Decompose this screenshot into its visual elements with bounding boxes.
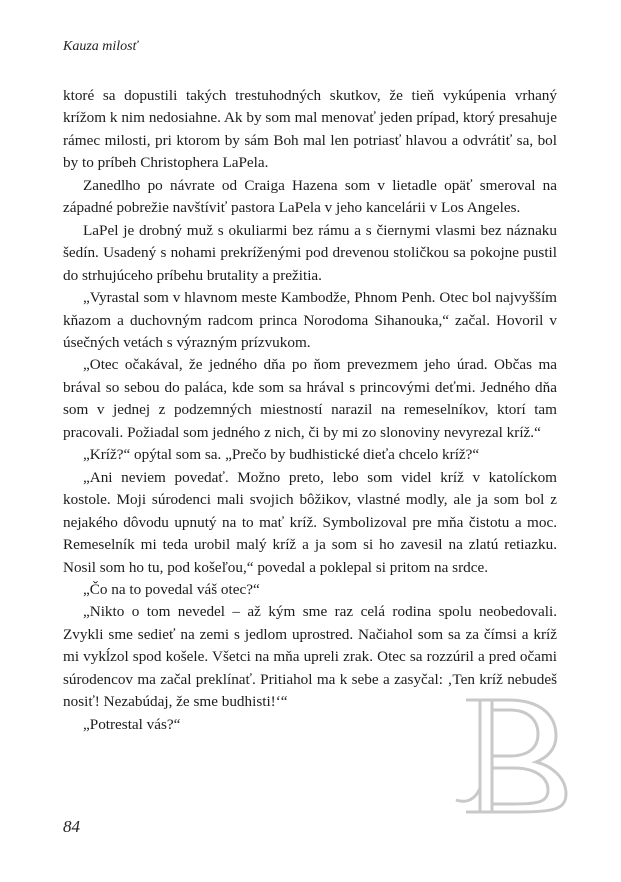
paragraph: „Nikto o tom nevedel – až kým sme raz celá rodina spolu neobedovali. Zvykli sme sedieť na zemi s jedlom uprostred. Načiahol som sa za čímsi a kríž mi vykĺzol spod košele. Všetci na mňa upreli zrak. Otec sa rozzúril a pred očami súrodencov ma začal preklínať. Pritiahol ma k sebe a zasyčal: ‚Ten kríž nebudeš nosiť! Nezabúdaj, že sme budhisti!‘“ [63,603,557,711]
paragraph: „Kríž?“ opýtal som sa. „Prečo by budhistické dieťa chcelo kríž?“ [83,446,480,464]
paragraph: „Ani neviem povedať. Možno preto, lebo som videl kríž v katolíckom kostole. Moji súrodenci mali svojich bôžikov, vlastné modly, ale ja som bol z nejakého dôvodu upnutý na to mať kríž. Symbolizoval pre mňa čistotu a moc. Remeselník mi teda urobil malý kríž a ja som si ho zavesil na zlatú retiazku. Nosil som ho tu, pod košeľou,“ povedal a poklepal si pritom na srdce. [63,468,557,576]
paragraph: „Potrestal vás?“ [83,715,181,733]
paragraph: „Čo na to povedal váš otec?“ [83,580,260,598]
page-number: 84 [63,817,80,836]
paragraph: Zanedlho po návrate od Craiga Hazena som v lietadle opäť smeroval na západné pobrežie navštíviť pastora LaPela v jeho kancelárii v Los Angeles. [63,176,557,217]
running-head: Kauza milosť [63,39,138,54]
watermark-logo-icon [448,692,578,817]
body-text [63,85,557,736]
paragraph: ktoré sa dopustili takých trestuhodných skutkov, že tieň vykúpenia vrhaný krížom k nim nedosiahne. Ak by som mal menovať jeden prípad, ktorý presahuje rámec milosti, pri ktorom by sám Boh mal len potriasť hlavou a odvrátiť sa, bol by to príbeh Christophera LaPela. [63,87,557,172]
paragraph: LaPel je drobný muž s okuliarmi bez rámu a s čiernymi vlasmi bez náznaku šedín. Usadený s nohami prekríženými pod drevenou stoličkou sa pokojne pustil do strhujúceho príbehu brutality a prežitia. [63,221,557,284]
paragraph: „Vyrastal som v hlavnom meste Kambodže, Phnom Penh. Otec bol najvyšším kňazom a duchovným radcom princa Norodoma Sihanouka,“ začal. Hovoril v úsečných vetách s výrazným prízvukom. [63,289,557,351]
paragraph: „Otec očakával, že jedného dňa po ňom prevezmem jeho úrad. Občas ma brával so sebou do paláca, kde som sa hrával s princovými deťmi. Jedného dňa som v jednej z podzemných miestností narazil na remeselníkov, ktorí tam pracovali. Požiadal som jedného z nich, či by mi zo slonoviny nevyrezal kríž.“ [63,356,557,441]
